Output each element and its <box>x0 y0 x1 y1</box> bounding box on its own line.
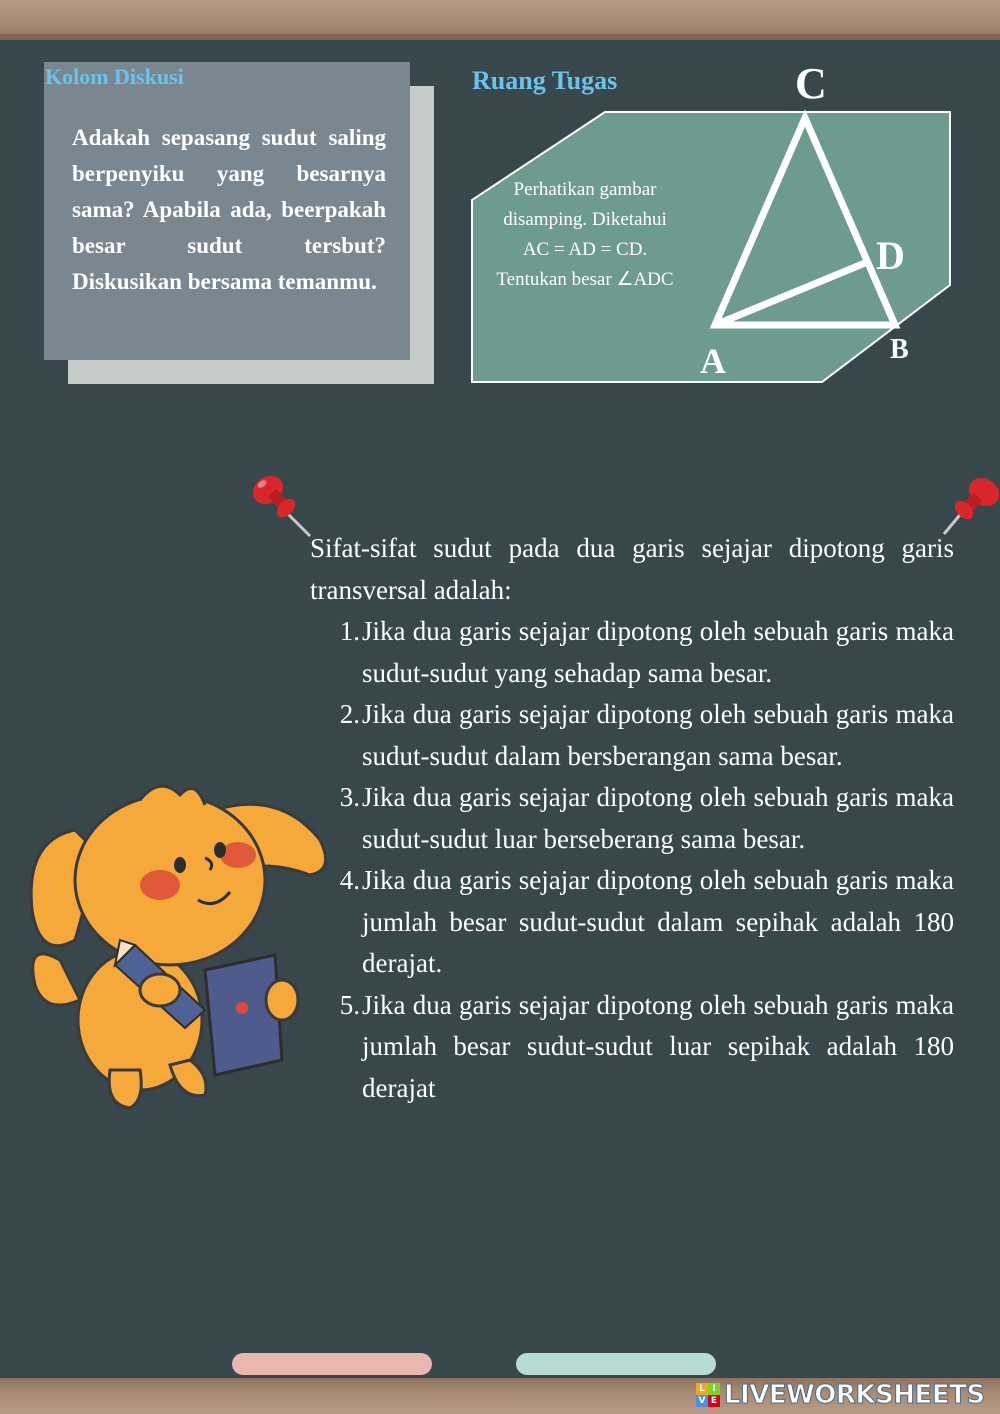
list-item-text: Jika dua garis sejajar dipotong oleh sebuah garis maka jumlah besar sudut-sudut dalam sepihak adalah 180 derajat. <box>362 865 954 978</box>
list-item <box>310 694 954 777</box>
list-item-number: 3. <box>339 782 360 812</box>
list-item-number: 2. <box>339 699 360 729</box>
list-item-text: Jika dua garis sejajar dipotong oleh sebuah garis maka sudut-sudut dalam bersberangan sama besar. <box>362 699 954 771</box>
list-item-number: 1. <box>339 616 360 646</box>
task-title: Ruang Tugas <box>472 66 618 95</box>
push-pin-icon <box>248 470 318 540</box>
list-item-text: Jika dua garis sejajar dipotong oleh sebuah garis maka jumlah besar sudut-sudut luar sepihak adalah 180 derajat <box>362 989 954 1103</box>
chalk-icon <box>232 1353 432 1375</box>
point-label-b: B <box>890 334 909 365</box>
list-item-number: 4. <box>339 865 360 895</box>
point-label-c: C <box>795 59 827 108</box>
list-item <box>310 860 954 985</box>
wood-frame-top <box>0 0 1000 40</box>
point-label-a: A <box>700 341 726 381</box>
point-label-d: D <box>876 233 905 278</box>
list-item <box>310 985 954 1110</box>
discussion-title: Kolom Diskusi <box>45 64 184 89</box>
chalk-icon <box>516 1353 716 1375</box>
properties-section <box>310 528 954 1109</box>
brand-name: LIVEWORKSHEETS <box>724 1380 985 1410</box>
list-item-text: Jika dua garis sejajar dipotong oleh sebuah garis maka sudut-sudut luar berseberang sama besar. <box>362 782 954 854</box>
logo-letter: V <box>696 1395 708 1407</box>
logo-letter: E <box>708 1395 720 1407</box>
list-item <box>310 777 954 860</box>
list-item-number: 5. <box>339 989 360 1020</box>
liveworksheets-logo-icon <box>696 1383 720 1407</box>
logo-letter: L <box>696 1383 708 1395</box>
task-instruction: Perhatikan gambar disamping. Diketahui AC = AD = CD. Tentukan besar ∠ADC <box>496 179 674 290</box>
properties-list <box>310 611 954 1109</box>
liveworksheets-brand[interactable] <box>696 1379 985 1411</box>
properties-intro: Sifat-sifat sudut pada dua garis sejajar dipotong garis transversal adalah: <box>310 533 954 605</box>
list-item-text: Jika dua garis sejajar dipotong oleh sebuah garis maka sudut-sudut yang sehadap sama besar. <box>362 616 954 688</box>
list-item <box>310 611 954 694</box>
dog-mascot-illustration <box>20 770 340 1120</box>
logo-letter: I <box>708 1383 720 1395</box>
discussion-question: Adakah sepasang sudut saling berpenyiku yang besarnya sama? Apabila ada, beerpakah besar sudut tersbut? Diskusikan bersama temanmu. <box>72 125 386 294</box>
